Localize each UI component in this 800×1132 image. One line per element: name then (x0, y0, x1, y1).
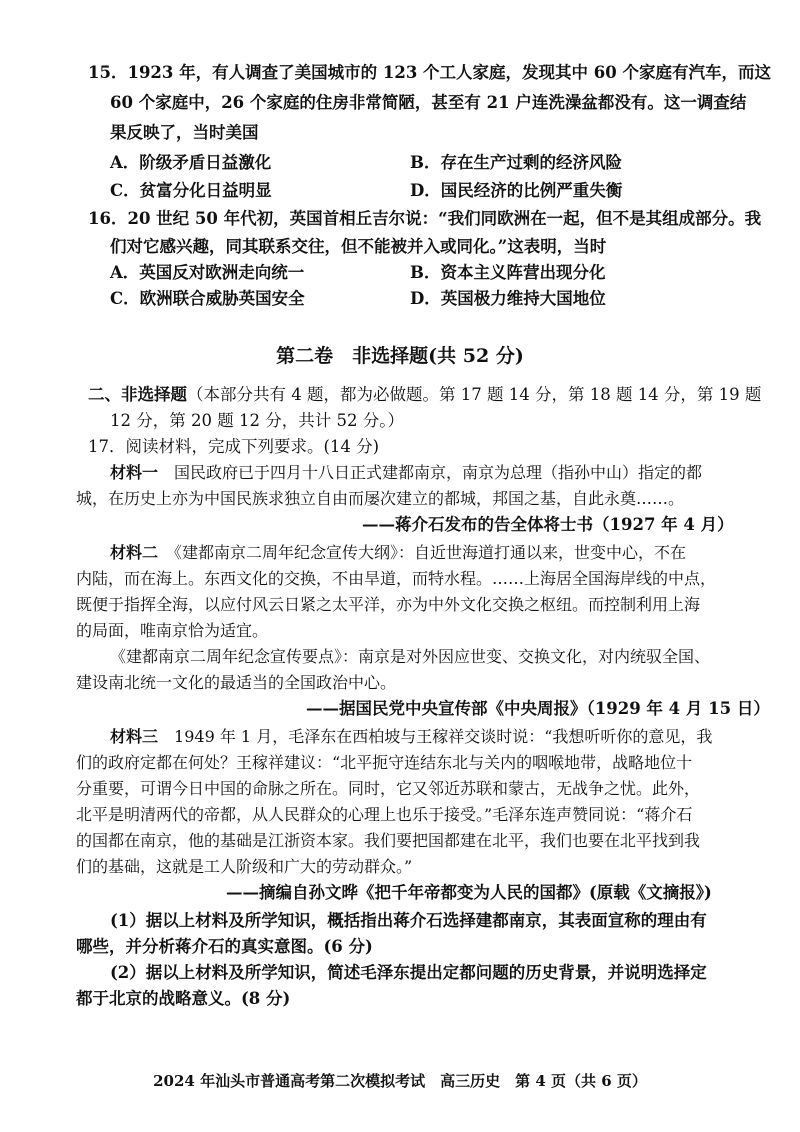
material-1-label: 材料一 (110, 463, 159, 482)
material-2-line-2: 内陆，而在海上。东西文化的交换，不由旱道，而特水程。……上海居全国海岸线的中点， (76, 569, 717, 588)
q16-option-d: D．英国极力维持大国地位 (410, 289, 606, 308)
material-2-line-6: 建设南北统一文化的最适当的全国政治中心。 (76, 673, 397, 692)
material-3-line-3: 分重要，可谓今日中国的命脉之所在。同时，它又邻近苏联和蒙古，无战争之忧。此外， (76, 779, 701, 798)
material-3-line-1 (110, 726, 712, 748)
material-2-line-3: 既便于指挥全海，以应付风云日紧之太平洋，亦为中外文化交换之枢纽。而控制利用上海 (76, 595, 701, 614)
section-intro-line-2: 12 分，第 20 题 12 分，共计 52 分。） (110, 411, 404, 430)
material-3-line-2: 们的政府定都在何处？王稼祥建议：“北平扼守连结东北与关内的咽喉地带，战略地位十 (76, 753, 693, 772)
material-3-label: 材料三 (110, 727, 159, 746)
section-intro-heading: 二、非选择题 (88, 385, 187, 404)
q15-option-b: B．存在生产过剩的经济风险 (410, 153, 622, 172)
material-1-source: ——蒋介石发布的告全体将士书（1927 年 4 月） (362, 515, 734, 534)
material-2-source: ——据国民党中央宣传部《中央周报》（1929 年 4 月 15 日） (306, 699, 770, 718)
material-1-text-1: 国民政府已于四月十八日正式建都南京，南京为总理（指孙中山）指定的都 (174, 463, 703, 482)
q15-option-a: A．阶级矛盾日益激化 (110, 153, 272, 172)
section-intro-line-1 (88, 384, 761, 406)
material-1-line-1 (110, 462, 702, 484)
material-2-line-1 (110, 542, 686, 564)
q16-stem-line-2: 们对它感兴趣，同其联系交往，但不能被并入或同化。”这表明，当时 (110, 237, 607, 256)
material-2-text-1: 《建都南京二周年纪念宣传大纲》：自近世海道打通以来，世变中心，不在 (174, 543, 687, 562)
q15-option-d: D．国民经济的比例严重失衡 (410, 181, 623, 200)
section-title: 第二卷 非选择题(共 52 分) (276, 345, 524, 367)
page-footer: 2024 年汕头市普通高考第二次模拟考试 高三历史 第 4 页（共 6 页） (153, 1072, 647, 1090)
material-3-line-4: 北平是明清两代的帝都，从人民群众的心理上也乐于接受。”毛泽东连声赞同说：“蒋介石 (76, 805, 693, 824)
material-2-label: 材料二 (110, 543, 159, 562)
material-1-line-2: 城，在历史上亦为中国民族求独立自由而屡次建立的都城，邦国之基，自此永奠……。 (76, 489, 685, 508)
material-3-text-1: 1949 年 1 月，毛泽东在西柏坡与王稼祥交谈时说：“我想听听你的意见，我 (174, 727, 713, 746)
q17-sub-1-line-1: (1）据以上材料及所学知识，概括指出蒋介石选择建都南京，其表面宣称的理由有 (110, 911, 707, 930)
q17-sub-2-line-1: (2）据以上材料及所学知识，简述毛泽东提出定都问题的历史背景，并说明选择定 (110, 963, 707, 982)
material-3-line-6: 们的基础，这就是工人阶级和广大的劳动群众。” (76, 857, 413, 876)
q16-stem-line-1: 16．20 世纪 50 年代初，英国首相丘吉尔说：“我们同欧洲在一起，但不是其组成部分。我 (88, 209, 762, 228)
q17-sub-1-line-2: 哪些，并分析蒋介石的真实意图。(6 分) (76, 937, 373, 956)
q16-option-c: C．欧洲联合威胁英国安全 (110, 289, 305, 308)
material-2-line-4: 的局面，唯南京恰为适宜。 (76, 621, 269, 640)
section-intro-text: （本部分共有 4 题，都为必做题。第 17 题 14 分，第 18 题 14 分，第 19 题 (187, 385, 762, 404)
material-3-source: ——摘编自孙文晔《把千年帝都变为人民的国都》(原载《文摘报》) (226, 883, 712, 902)
q15-stem-line-3: 果反映了，当时美国 (110, 123, 259, 142)
q16-option-a: A．英国反对欧洲走向统一 (110, 263, 305, 282)
material-3-line-5: 的国都在南京，他的基础是江浙资本家。我们要把国都建在北平，我们也要在北平找到我 (76, 831, 701, 850)
q16-option-b: B．资本主义阵营出现分化 (410, 263, 606, 282)
q17-sub-2-line-2: 都于北京的战略意义。(8 分) (76, 989, 291, 1008)
material-2-line-5: 《建都南京二周年纪念宣传要点》：南京是对外因应世变、交换文化，对内统驭全国、 (110, 647, 711, 666)
q15-option-c: C．贫富分化日益明显 (110, 181, 272, 200)
q15-stem-line-2: 60 个家庭中，26 个家庭的住房非常简陋，甚至有 21 户连洗澡盆都没有。这一调查结 (110, 93, 747, 112)
q17-stem: 17．阅读材料，完成下列要求。(14 分) (88, 437, 380, 456)
q15-stem-line-1: 15．1923 年，有人调查了美国城市的 123 个工人家庭，发现其中 60 个家庭有汽车，而这 (88, 63, 772, 82)
